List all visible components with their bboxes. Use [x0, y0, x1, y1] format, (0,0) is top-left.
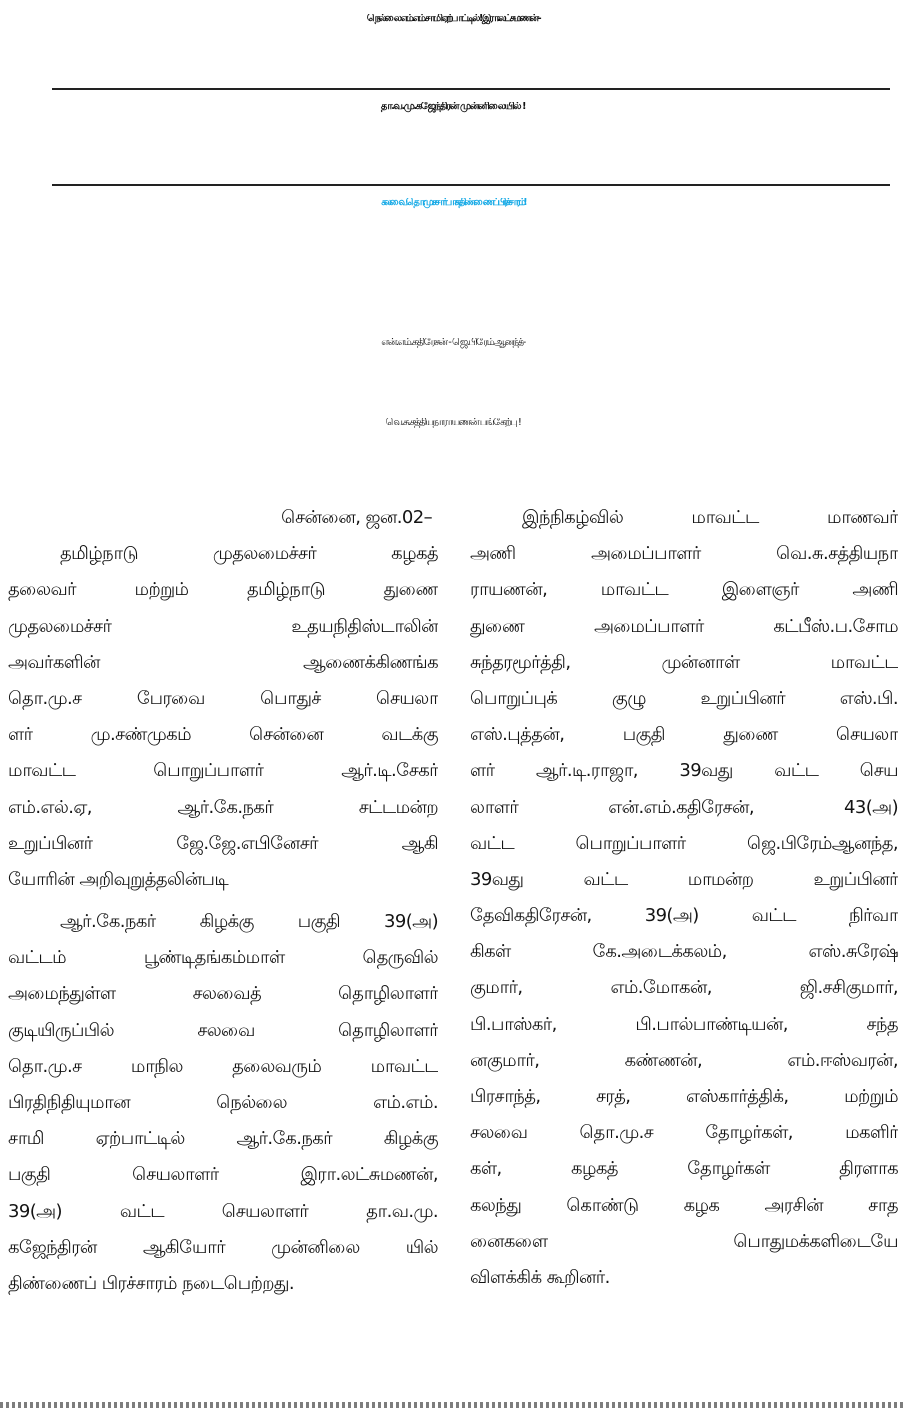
article-line: தொ.மு.ச மாநில தலைவரும் மாவட்ட — [8, 1055, 438, 1077]
article-line: துணை அமைப்பாளர் கட்பீஸ்.ப.சோம — [470, 615, 898, 637]
article-line: தலைவர் மற்றும் தமிழ்நாடு துணை — [8, 579, 438, 601]
bottom-dotted-border — [0, 1402, 906, 1408]
article-line: னகுமார், கண்ணன், எம்.ஈஸ்வரன், — [470, 1049, 898, 1071]
article-line: விளக்கிக் கூறினர். — [470, 1266, 610, 1288]
dateline: சென்னை, ஜன.02– — [281, 507, 432, 528]
article-line: பிரசாந்த், சரத், எஸ்கார்த்திக், மற்றும் — [470, 1086, 898, 1107]
headline-divider-bottom — [52, 184, 890, 186]
article-line: திண்ணைப் பிரச்சாரம் நடைபெற்றது. — [8, 1272, 295, 1294]
article-line: அவர்களின் ஆணைக்கிணங்க — [8, 651, 438, 673]
article-line: 39(அ) வட்ட செயலாளர் தா.வ.மு. — [8, 1200, 438, 1222]
subheadline-line-1: என்.எம்.கதிரேசன் - ஜெ.பிரேம்ஆனந்த்- — [381, 338, 525, 348]
article-line: னைகளை பொதுமக்களிடையே — [470, 1230, 898, 1252]
headline-divider-top — [52, 88, 890, 90]
article-line: இந்நிகழ்வில் மாவட்ட மாணவர் — [522, 507, 898, 528]
article-line: சுந்தரமூர்த்தி, முன்னாள் மாவட்ட — [470, 651, 898, 673]
article-column-right — [470, 500, 898, 1296]
article-line: மாவட்ட பொறுப்பாளர் ஆர்.டி.சேகர் — [8, 760, 438, 782]
article-line: பி.பாஸ்கர், பி.பால்பாண்டியன், சந்த — [470, 1013, 898, 1035]
article-line: குடியிருப்பில் சலவை தொழிலாளர் — [8, 1019, 438, 1041]
article-line: சாமி ஏற்பாட்டில் ஆர்.கே.நகர் கிழக்கு — [8, 1128, 438, 1150]
article-line: அமைந்துள்ள சலவைத் தொழிலாளர் — [8, 983, 438, 1005]
article-line: பொறுப்புக் குழு உறுப்பினர் எஸ்.பி. — [470, 687, 898, 709]
article-line: வட்ட பொறுப்பாளர் ஜெ.பிரேம்ஆனந்த, — [470, 832, 898, 854]
article-line: ளர் ஆர்.டி.ராஜா, 39வது வட்ட செய — [470, 760, 898, 782]
subheadline-line-2: வெ.சு.சத்தியநாராயணன் பங்கேற்பு ! — [385, 418, 521, 428]
article-line: யோரின் அறிவுறுத்தலின்படி — [8, 868, 229, 890]
article-line: ளர் மு.சண்முகம் சென்னை வடக்கு — [8, 724, 438, 746]
article-line: எம்.எல்.ஏ, ஆர்.கே.நகர் சட்டமன்ற — [8, 796, 438, 818]
article-line: கிகள் கே.அடைக்கலம், எஸ்.சுரேஷ் — [470, 941, 898, 963]
article-line: கலந்து கொண்டு கழக அரசின் சாத — [470, 1194, 898, 1216]
article-line: லாளர் என்.எம்.கதிரேசன், 43(அ) — [470, 796, 898, 818]
headline-line-2: தா.வ.மு.கஜேந்திரன் முன்னிலையில் ! — [380, 102, 526, 112]
article-line: பகுதி செயலாளர் இரா.லட்சுமணன், — [8, 1164, 438, 1186]
article-line: 39வது வட்ட மாமன்ற உறுப்பினர் — [470, 868, 898, 890]
article-line: கள், கழகத் தோழர்கள் திரளாக — [470, 1158, 898, 1180]
article-line: உறுப்பினர் ஜே.ஜே.எபினேசர் ஆகி — [8, 832, 438, 854]
headline-line-1: நெல்லை எம்.எம்.சாமி ஏற்பாட்டில் ! இரா.லட்சுமணன் - — [366, 14, 540, 24]
article-line: எஸ்.புத்தன், பகுதி துணை செயலா — [470, 724, 898, 746]
article-line: தொ.மு.ச பேரவை பொதுச் செயலா — [8, 687, 438, 709]
article-column-left — [8, 500, 438, 1302]
article-line: குமார், எம்.மோகன், ஜி.சசிகுமார், — [470, 977, 898, 999]
article-line: முதலமைச்சர் உதயநிதிஸ்டாலின் — [8, 615, 438, 637]
article-line: ஆர்.கே.நகர் கிழக்கு பகுதி 39(அ) — [60, 911, 438, 933]
article-line: அணி அமைப்பாளர் வெ.சு.சத்தியநா — [470, 543, 898, 565]
article-line: வட்டம் பூண்டிதங்கம்மாள் தெருவில் — [8, 947, 438, 969]
article-line: ராயணன், மாவட்ட இளைஞர் அணி — [470, 579, 898, 601]
article-line: பிரதிநிதியுமான நெல்லை எம்.எம். — [8, 1092, 438, 1113]
main-headline: சலவை தொ.மு.ச சார்பாக திண்ணைப் பிரச்சாரம்! — [381, 198, 525, 208]
article-line: கஜேந்திரன் ஆகியோர் முன்னிலை யில் — [8, 1236, 438, 1258]
article-line: சலவை தொ.மு.ச தோழர்கள், மகளிர் — [470, 1122, 898, 1144]
article-line: தமிழ்நாடு முதலமைச்சர் கழகத் — [60, 543, 438, 565]
article-line: தேவிகதிரேசன், 39(அ) வட்ட நிர்வா — [470, 905, 898, 927]
